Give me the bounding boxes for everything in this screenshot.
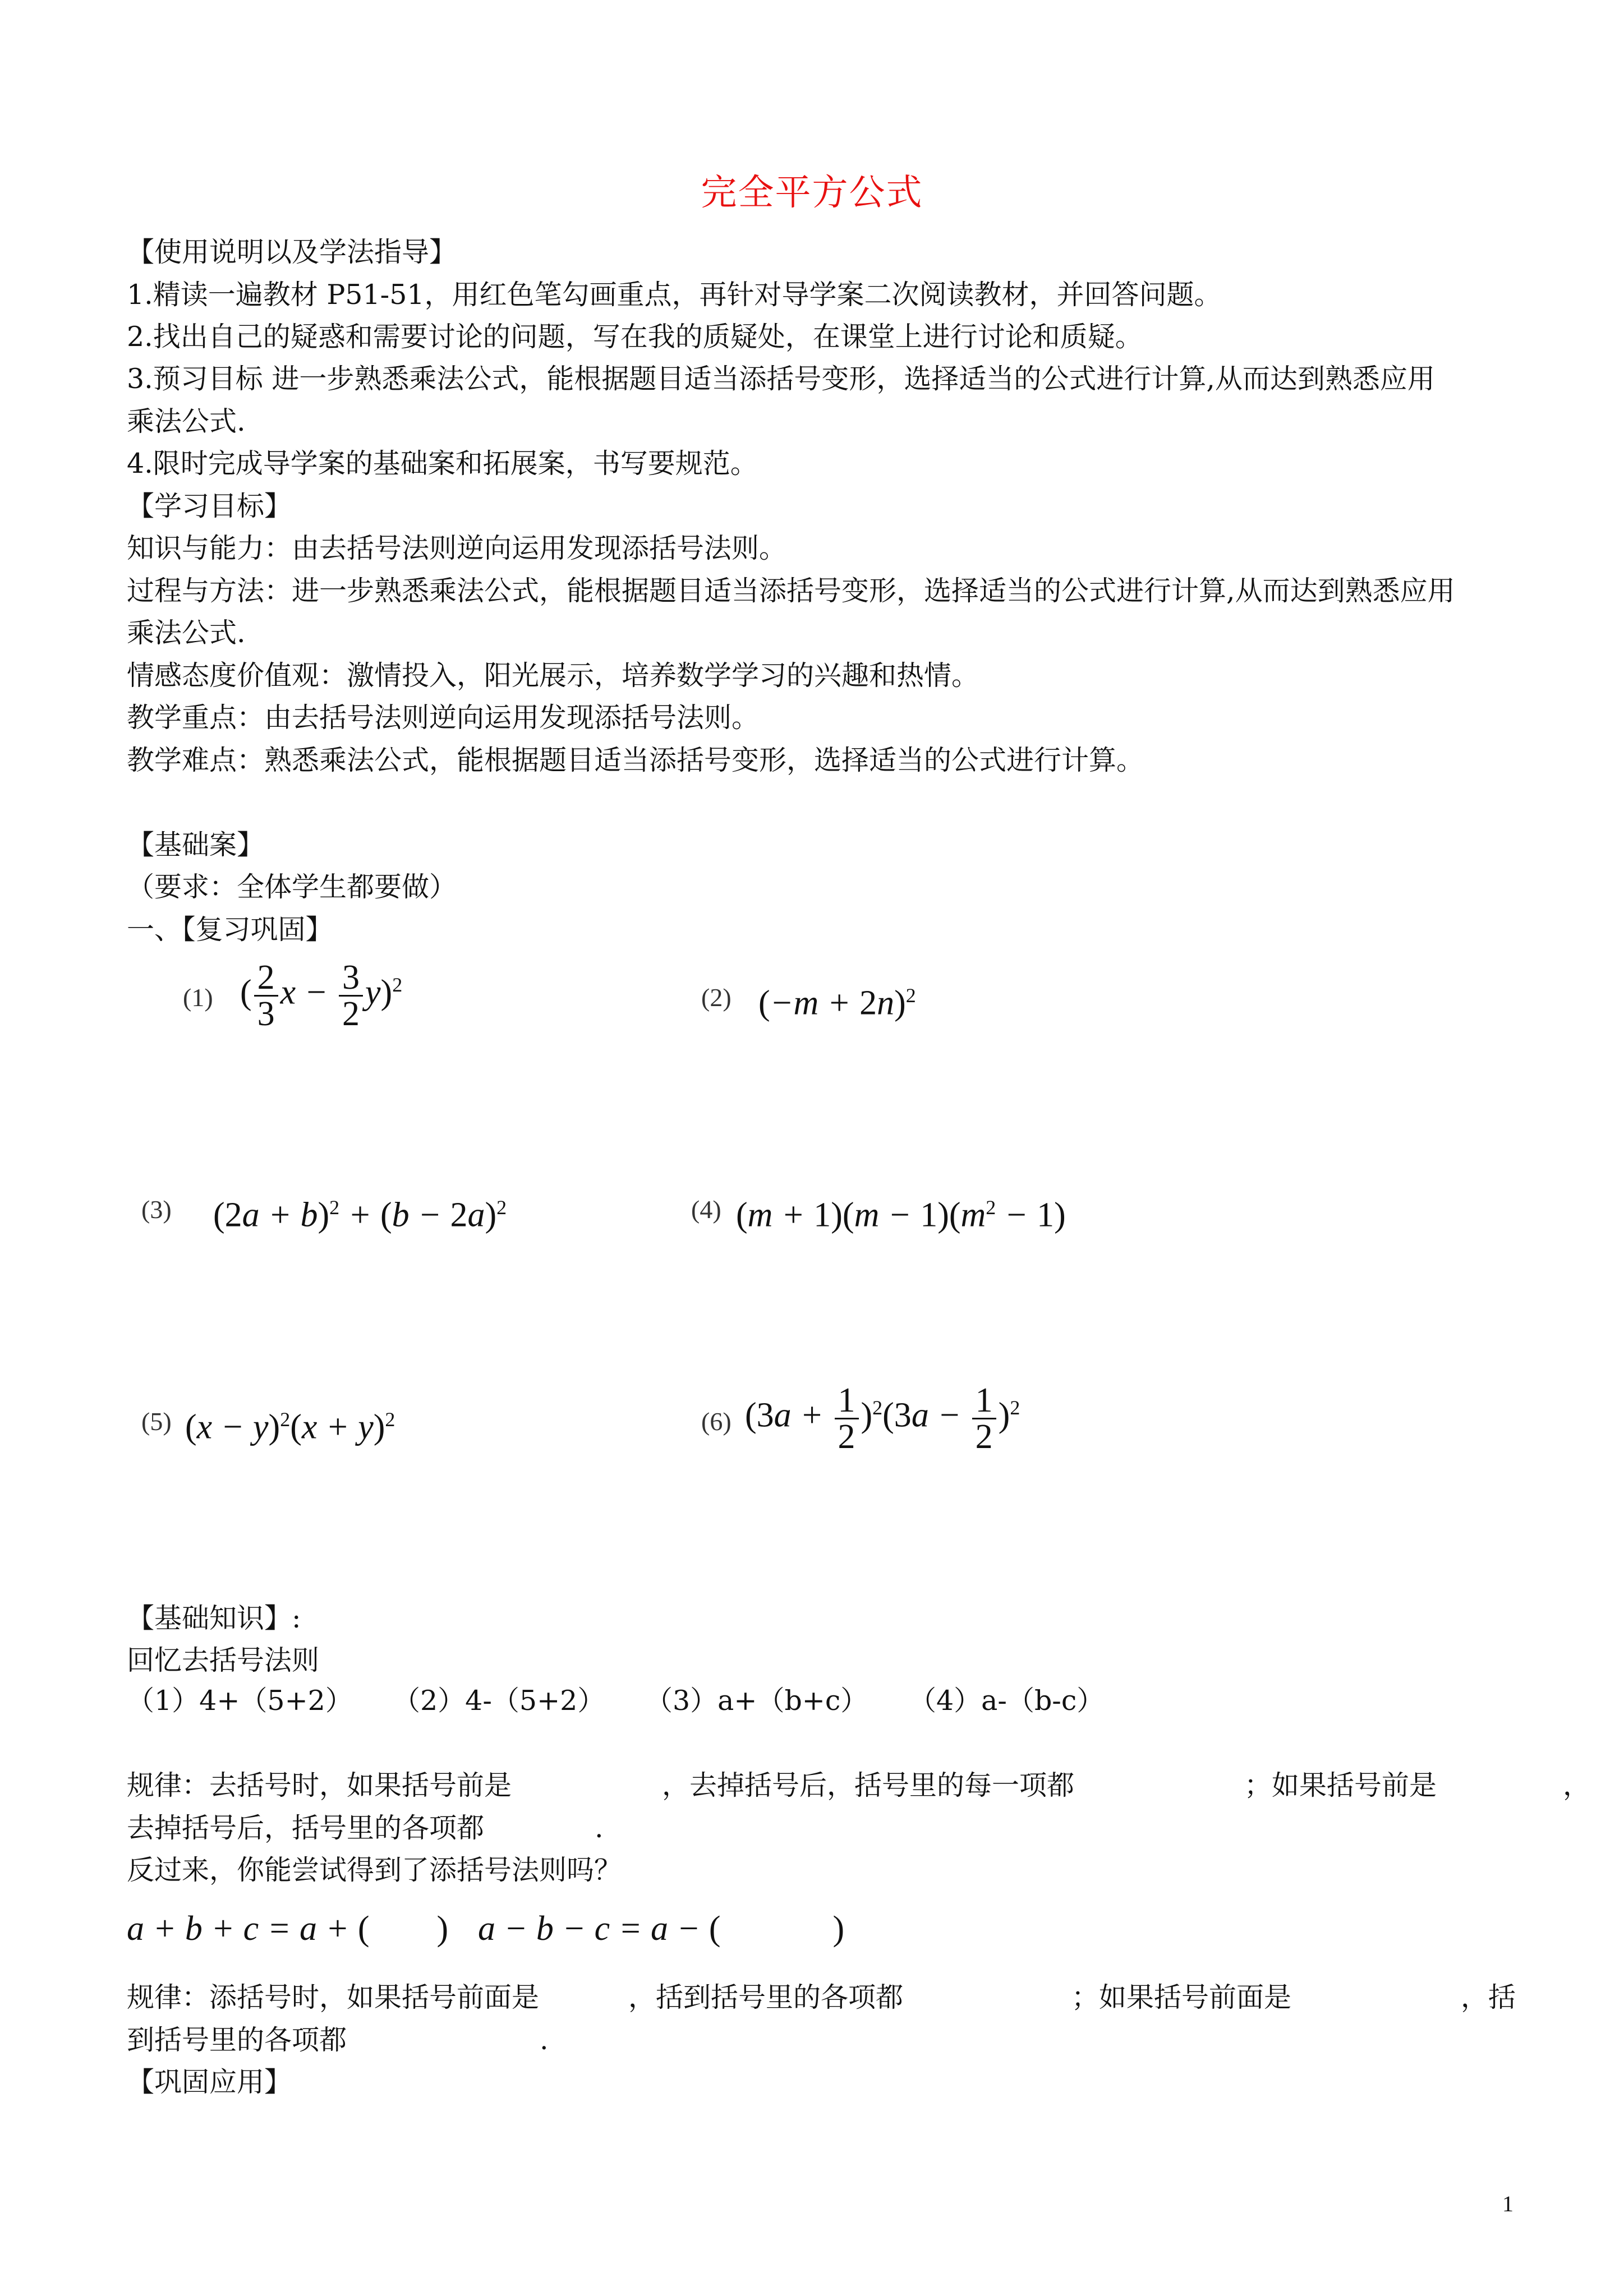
objective-item: 教学难点：熟悉乘法公式，能根据题目适当添括号变形，选择适当的公式进行计算。 — [127, 744, 1144, 776]
instruction-item: 1.精读一遍教材 P51-51，用红色笔勾画重点，再针对导学案二次阅读教材，并回答问题。 — [127, 279, 1222, 311]
rule1-line2-a: 去掉括号后，括号里的各项都 — [127, 1812, 485, 1844]
rule2-part-a: 规律：添括号时，如果括号前面是 — [127, 1981, 540, 2013]
question-text: 反过来，你能尝试得到了添括号法则吗？ — [127, 1854, 622, 1886]
problem-2-expression: $(-m + 2n)^2$ — [758, 984, 916, 1022]
basic-heading: 【基础案】 — [127, 829, 265, 861]
objective-item: 乘法公式. — [127, 617, 246, 649]
objective-item: 知识与能力：由去括号法则逆向运用发现添括号法则。 — [127, 532, 787, 564]
instructions-heading: 【使用说明以及学法指导】 — [127, 236, 457, 268]
page-title: 完全平方公式 — [701, 172, 923, 214]
problem-label: (5) — [141, 1407, 172, 1436]
rule2-line2-a: 到括号里的各项都 — [127, 2024, 347, 2056]
rule1-part-b: ，去掉括号后，括号里的每一项都 — [662, 1769, 1075, 1801]
objectives-heading: 【学习目标】 — [127, 490, 292, 522]
problem-5-expression: $(x - y)^2(x + y)^2$ — [185, 1408, 395, 1446]
rule1-part-d: ， — [1563, 1769, 1591, 1801]
exercise-1: （1）4+（5+2） — [127, 1685, 353, 1717]
problem-4-expression: $(m + 1)(m - 1)(m^2 - 1)$ — [736, 1196, 1066, 1234]
problem-3-expression: $(2a + b)^2 + (b - 2a)^2$ — [213, 1196, 507, 1234]
problem-label: (2) — [701, 983, 732, 1012]
instruction-item: 3.预习目标 进一步熟悉乘法公式，能根据题目适当添括号变形，选择适当的公式进行计算,从而达到熟悉应用 — [127, 363, 1435, 395]
problem-label: (1) — [183, 983, 213, 1012]
exercise-2: （2）4-（5+2） — [393, 1685, 605, 1717]
bracket-equation-1: a + b + c = a + ( ) — [127, 1910, 449, 1948]
problem-6-expression: (3a + $\frac{1}{2}$ )$^2$(3a − $\frac{1}{2}$ )$^2$ — [745, 1381, 1020, 1456]
objective-item: 教学重点：由去括号法则逆向运用发现添括号法则。 — [127, 702, 760, 734]
apply-heading: 【巩固应用】 — [127, 2066, 292, 2098]
knowledge-heading: 【基础知识】: — [127, 1602, 301, 1634]
objective-item: 情感态度价值观：激情投入，阳光展示，培养数学学习的兴趣和热情。 — [127, 660, 979, 691]
recall-text: 回忆去括号法则 — [127, 1644, 320, 1676]
review-heading: 一、【复习巩固】 — [127, 914, 333, 946]
page-number: 1 — [1502, 2191, 1513, 2216]
rule1-part-a: 规律：去括号时，如果括号前是 — [127, 1769, 512, 1801]
rule2-part-d: ，括 — [1461, 1981, 1516, 2013]
problem-label: (6) — [701, 1407, 732, 1436]
requirement-text: （要求：全体学生都要做） — [127, 871, 457, 903]
exercise-4: （4）a-（b-c） — [909, 1685, 1105, 1717]
bracket-equation-2: a − b − c = a − ( ) — [478, 1910, 845, 1948]
problem-1-expression: ( $\frac{2}{3}$ x − $\frac{3}{2}$ y)$^2$ — [240, 958, 403, 1033]
rule1-part-c: ；如果括号前是 — [1244, 1769, 1437, 1801]
instruction-item: 乘法公式. — [127, 405, 246, 437]
problem-label: (3) — [141, 1195, 172, 1224]
problem-label: (4) — [691, 1195, 721, 1224]
rule2-part-c: ；如果括号前面是 — [1071, 1981, 1292, 2013]
rule1-line2-b: . — [595, 1812, 604, 1844]
rule2-line2-b: . — [540, 2024, 549, 2056]
exercise-3: （3）a+（b+c） — [645, 1685, 868, 1717]
objective-item: 过程与方法：进一步熟悉乘法公式，能根据题目适当添括号变形，选择适当的公式进行计算,从而达到熟悉应用 — [127, 575, 1455, 607]
instruction-item: 2.找出自己的疑惑和需要讨论的问题，写在我的质疑处，在课堂上进行讨论和质疑。 — [127, 321, 1143, 353]
rule2-part-b: ，括到括号里的各项都 — [628, 1981, 904, 2013]
instruction-item: 4.限时完成导学案的基础案和拓展案，书写要规范。 — [127, 448, 758, 480]
